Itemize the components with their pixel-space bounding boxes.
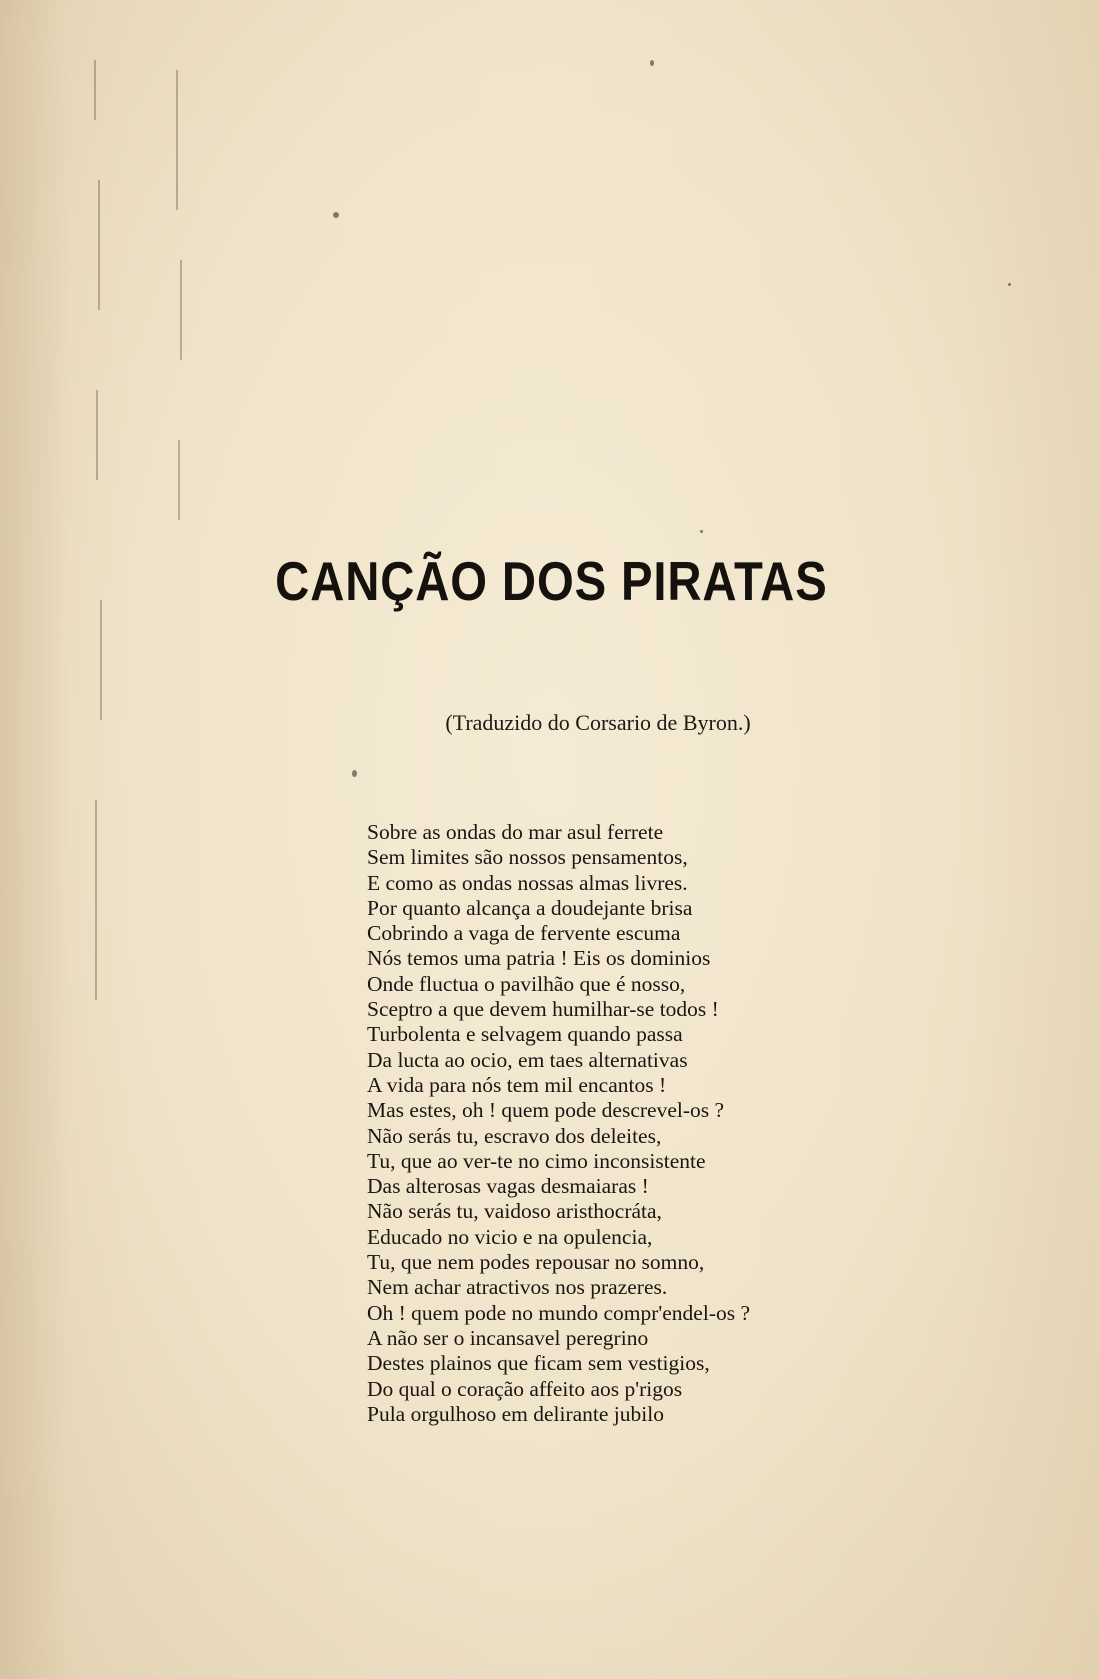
poem-line: Sem limites são nossos pensamentos, bbox=[367, 845, 688, 870]
poem-line: Turbolenta e selvagem quando passa bbox=[367, 1022, 683, 1047]
poem-line: Por quanto alcança a doudejante brisa bbox=[367, 895, 693, 920]
poem-line: Oh ! quem pode no mundo compr'endel-os ? bbox=[367, 1300, 751, 1325]
poem-line: Sobre as ondas do mar asul ferrete bbox=[367, 820, 664, 844]
poem-line: Mas estes, oh ! quem pode descrevel-os ? bbox=[367, 1098, 725, 1123]
poem-subtitle: (Traduzido do Corsario de Byron.) bbox=[445, 710, 751, 735]
poem-line: Nós temos uma patria ! Eis os dominios bbox=[367, 946, 711, 971]
poem-line: Não serás tu, escravo dos deleites, bbox=[367, 1123, 662, 1148]
poem-line: Pula orgulhoso em delirante jubilo bbox=[367, 1401, 664, 1426]
ink-fleck bbox=[1008, 283, 1011, 286]
poem-line: A vida para nós tem mil encantos ! bbox=[367, 1072, 667, 1097]
ink-fleck bbox=[352, 770, 357, 777]
poem-line: Nem achar atractivos nos prazeres. bbox=[367, 1275, 668, 1300]
poem-line: Tu, que ao ver-te no cimo inconsistente bbox=[367, 1148, 706, 1173]
ink-fleck bbox=[650, 60, 654, 66]
poem-line: Cobrindo a vaga de fervente escuma bbox=[367, 921, 681, 946]
poem-line: Educado no vicio e na opulencia, bbox=[367, 1224, 653, 1249]
page-spine-shadow bbox=[0, 0, 70, 1679]
poem-line: Das alterosas vagas desmaiaras ! bbox=[367, 1174, 649, 1199]
ink-fleck bbox=[700, 530, 703, 533]
poem-line: E como as ondas nossas almas livres. bbox=[367, 870, 688, 895]
poem-line: Onde fluctua o pavilhão que é nosso, bbox=[367, 971, 686, 996]
poem-line: Destes plainos que ficam sem vestigios, bbox=[367, 1351, 710, 1376]
poem-line: Do qual o coração affeito aos p'rigos bbox=[367, 1376, 683, 1401]
poem-body bbox=[367, 820, 1007, 1427]
poem-line: Tu, que nem podes repousar no somno, bbox=[367, 1250, 705, 1275]
ink-fleck bbox=[333, 212, 339, 218]
poem-line: A não ser o incansavel peregrino bbox=[367, 1325, 649, 1350]
show-through-text bbox=[232, 130, 937, 560]
poem-line: Sceptro a que devem humilhar-se todos ! bbox=[367, 997, 719, 1022]
poem-title: CANÇÃO DOS PIRATAS bbox=[275, 550, 828, 612]
poem-line: Não serás tu, vaidoso aristhocráta, bbox=[367, 1199, 662, 1224]
poem-line: Da lucta ao ocio, em taes alternativas bbox=[367, 1047, 688, 1072]
